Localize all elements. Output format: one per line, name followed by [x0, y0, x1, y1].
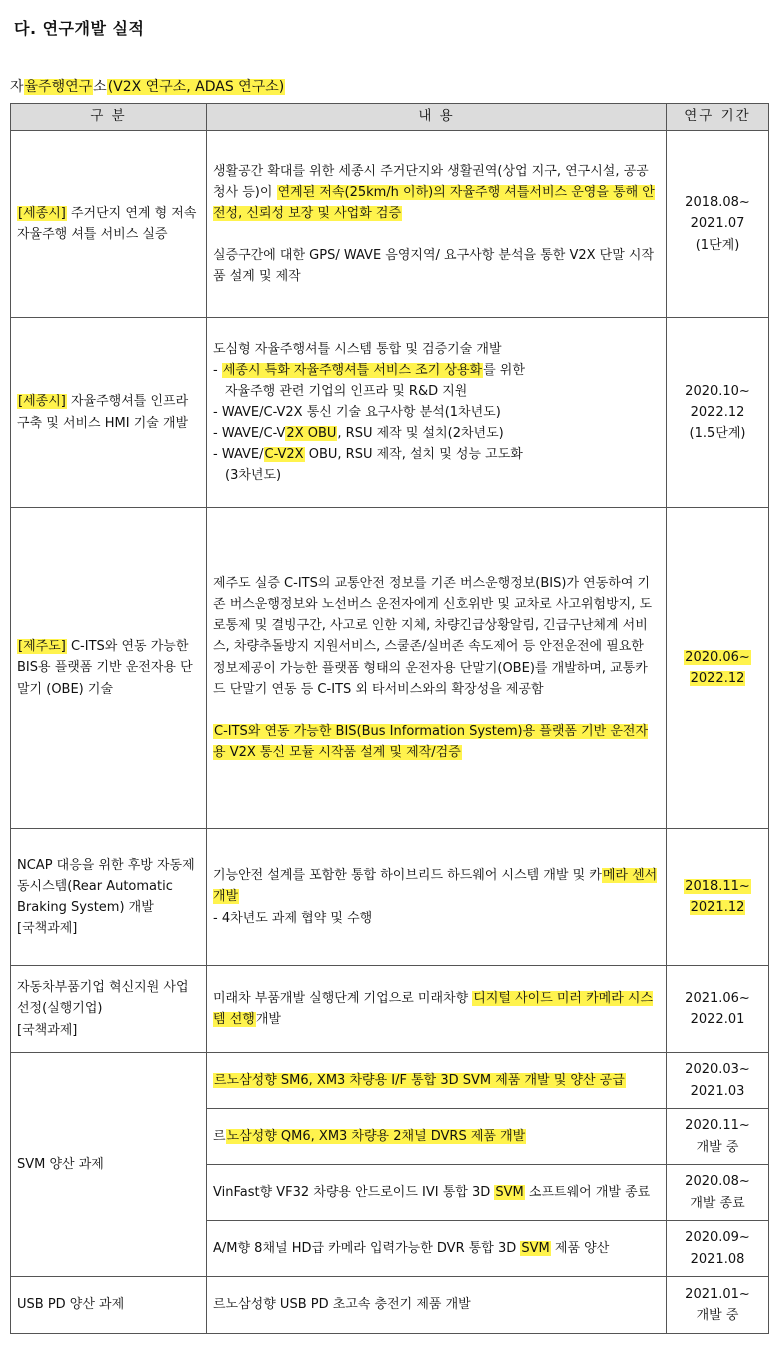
row-content: 제주도 실증 C-ITS의 교통안전 정보를 기존 버스운행정보(BIS)가 연동하여 기존 버스운행정보와 노선버스 운전자에게 신호위반 및 교차로 사고위험방지, 도로통제 및 결빙구간, 사고로 인한 지체, 차량긴급상황알림, 긴급구난체계 서비스, 차량추돌방지 지원서비스, 스쿨존/실버존 속도제어 등 안전운전에 필요한 정보제공이 가능한 플랫폼 형태의 운전자용 단말기(OBE)를 개발하며, 교통카드 단말기 연동 등 C-ITS 외 타서비스와의 확장성을 제공함 C-ITS와 연동 가능한 BIS(Bus Information System)용 플랫폼 기반 운전자용 V2X 통신 모듈 시작품 설계 및 제작/검증: [207, 508, 667, 829]
table-row: [11, 508, 769, 829]
row-content: 미래차 부품개발 실행단계 기업으로 미래차향 디지털 사이드 미러 카메라 시스템 선행개발: [207, 966, 667, 1053]
row-category: USB PD 양산 과제: [11, 1277, 207, 1334]
row-period: 2020.06~ 2022.12: [667, 508, 769, 829]
subtitle: 자율주행연구소(V2X 연구소, ADAS 연구소): [10, 79, 285, 95]
row-content: 르노삼성향 SM6, XM3 차량용 I/F 통합 3D SVM 제품 개발 및 양산 공급: [207, 1053, 667, 1109]
row-period: 2018.11~ 2021.12: [667, 829, 769, 966]
row-period: 2018.08~ 2021.07 (1단계): [667, 131, 769, 318]
row-period: 2020.11~ 개발 중: [667, 1109, 769, 1165]
row-content: 기능안전 설계를 포함한 통합 하이브리드 하드웨어 시스템 개발 및 카메라 센서 개발 - 4차년도 과제 협약 및 수행: [207, 829, 667, 966]
row-category: [세종시] 주거단지 연계 형 저속 자율주행 셔틀 서비스 실증: [11, 131, 207, 318]
row-period: 2020.08~ 개발 종료: [667, 1165, 769, 1221]
row-period: 2020.10~ 2022.12 (1.5단계): [667, 318, 769, 508]
row-period: 2021.01~ 개발 중: [667, 1277, 769, 1334]
table-row: [11, 829, 769, 966]
table-row: [11, 966, 769, 1053]
header-category: 구 분: [11, 104, 207, 131]
row-content: 르노삼성향 USB PD 초고속 충전기 제품 개발: [207, 1277, 667, 1334]
row-content: 르노삼성향 QM6, XM3 차량용 2채널 DVRS 제품 개발: [207, 1109, 667, 1165]
row-content: A/M향 8채널 HD급 카메라 입력가능한 DVR 통합 3D SVM 제품 양산: [207, 1221, 667, 1277]
row-content: 생활공간 확대를 위한 세종시 주거단지와 생활권역(상업 지구, 연구시설, 공공청사 등)이 연계된 저속(25km/h 이하)의 자율주행 셔틀서비스 운영을 통해 안전성, 신뢰성 보장 및 사업화 검증 실증구간에 대한 GPS/ WAVE 음영지역/ 요구사항 분석을 통한 V2X 단말 시작품 설계 및 제작: [207, 131, 667, 318]
row-category: SVM 양산 과제: [11, 1053, 207, 1277]
row-period: 2020.03~ 2021.03: [667, 1053, 769, 1109]
table-row: [11, 1053, 769, 1109]
row-category: [제주도] C-ITS와 연동 가능한 BIS용 플랫폼 기반 운전자용 단말기 (OBE) 기술: [11, 508, 207, 829]
header-period: 연구 기간: [667, 104, 769, 131]
row-period: 2021.06~ 2022.01: [667, 966, 769, 1053]
table-row: [11, 318, 769, 508]
header-content: 내 용: [207, 104, 667, 131]
row-category: NCAP 대응을 위한 후방 자동제동시스템(Rear Automatic Braking System) 개발 [국책과제]: [11, 829, 207, 966]
row-content: VinFast향 VF32 차량용 안드로이드 IVI 통합 3D SVM 소프트웨어 개발 종료: [207, 1165, 667, 1221]
row-category: [세종시] 자율주행셔틀 인프라 구축 및 서비스 HMI 기술 개발: [11, 318, 207, 508]
row-period: 2020.09~ 2021.08: [667, 1221, 769, 1277]
table-header-row: [11, 104, 769, 131]
section-title: 다. 연구개발 실적: [14, 19, 145, 38]
table-row: [11, 1277, 769, 1334]
table-row: [11, 131, 769, 318]
row-content: 도심형 자율주행셔틀 시스템 통합 및 검증기술 개발 - 세종시 특화 자율주행셔틀 서비스 조기 상용화를 위한 자율주행 관련 기업의 인프라 및 R&D 지원 - WAVE/C-V2X 통신 기술 요구사항 분석(1차년도) - WAVE/C-V2X OBU, RSU 제작 및 설치(2차년도) - WAVE/C-V2X OBU, RSU 제작, 설치 및 성능 고도화 (3차년도): [207, 318, 667, 508]
rnd-table: [10, 103, 769, 1334]
row-category: 자동차부품기업 혁신지원 사업 선정(실행기업) [국책과제]: [11, 966, 207, 1053]
